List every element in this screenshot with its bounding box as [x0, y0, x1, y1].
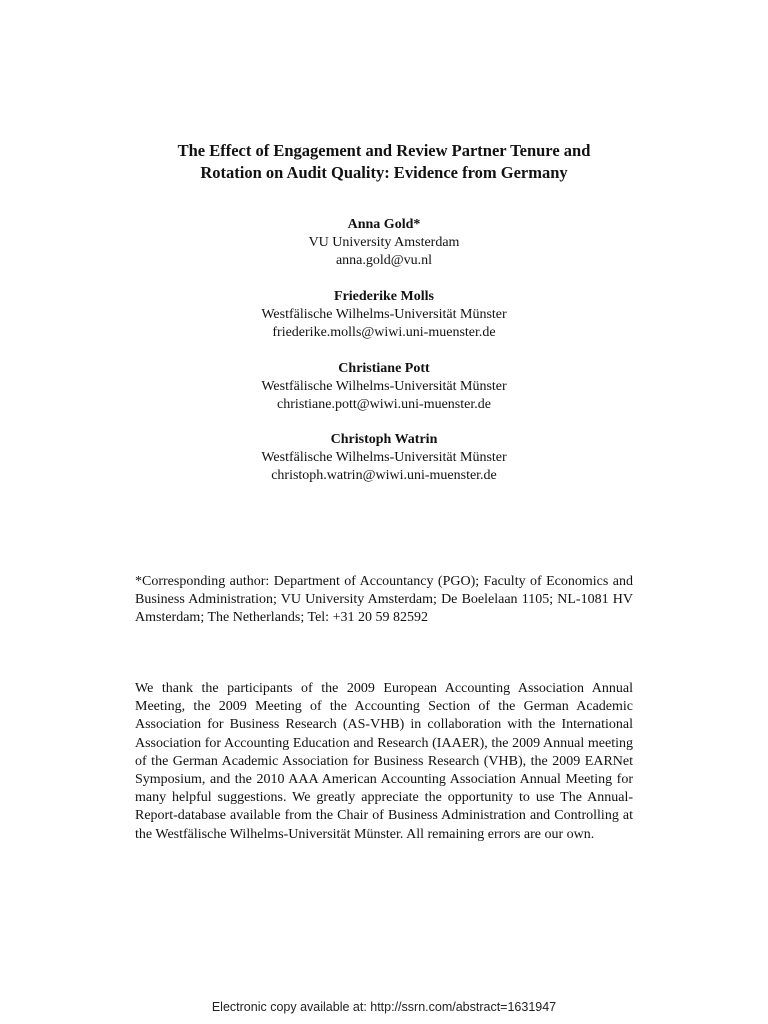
corresponding-author-note: *Corresponding author: Department of Accountancy (PGO); Faculty of Economics and Business Administration; VU University Amsterdam; De Boelelaan 1105; NL-1081 HV Amsterdam; The Netherlands; Tel: +31 20 59 82592 [135, 574, 633, 626]
author-block-molls [120, 288, 648, 342]
author-name: Christiane Pott [338, 361, 430, 376]
author-block-gold [120, 216, 648, 270]
paper-title-line-2: Rotation on Audit Quality: Evidence from Germany [200, 163, 568, 182]
author-affiliation: VU University Amsterdam [308, 235, 460, 250]
author-name: Friederike Molls [334, 289, 434, 304]
paper-title-line-1: The Effect of Engagement and Review Partner Tenure and [177, 141, 591, 160]
paper-title [120, 140, 648, 184]
author-affiliation: Westfälische Wilhelms-Universität Münster [261, 450, 507, 465]
ssrn-footer: Electronic copy available at: http://ssrn.com/abstract=1631947 [211, 1000, 557, 1014]
author-email: christoph.watrin@wiwi.uni-muenster.de [271, 468, 497, 483]
author-name: Anna Gold* [347, 217, 421, 232]
author-email: christiane.pott@wiwi.uni-muenster.de [277, 397, 491, 412]
acknowledgement-paragraph: We thank the participants of the 2009 European Accounting Association Annual Meeting, the 2009 Meeting of the Accounting Section of the German Academic Association for Business Research (AS-VHB) in collaboration with the International Association for Accounting Education and Research (IAAER), the 2009 Annual meeting of the German Academic Association for Business Research (VHB), the 2009 EARNet Symposium, and the 2010 AAA American Accounting Association Annual Meeting for many helpful suggestions. We greatly appreciate the opportunity to use The Annual-Report-database available from the Chair of Business Administration and Controlling at the Westfälische Wilhelms-Universität Münster. All remaining errors are our own. [135, 681, 633, 842]
author-block-pott [120, 360, 648, 414]
author-email: friederike.molls@wiwi.uni-muenster.de [272, 325, 496, 340]
author-block-watrin [120, 431, 648, 485]
author-affiliation: Westfälische Wilhelms-Universität Münster [261, 307, 507, 322]
author-affiliation: Westfälische Wilhelms-Universität Münster [261, 379, 507, 394]
author-email: anna.gold@vu.nl [335, 253, 433, 268]
author-name: Christoph Watrin [330, 432, 438, 447]
